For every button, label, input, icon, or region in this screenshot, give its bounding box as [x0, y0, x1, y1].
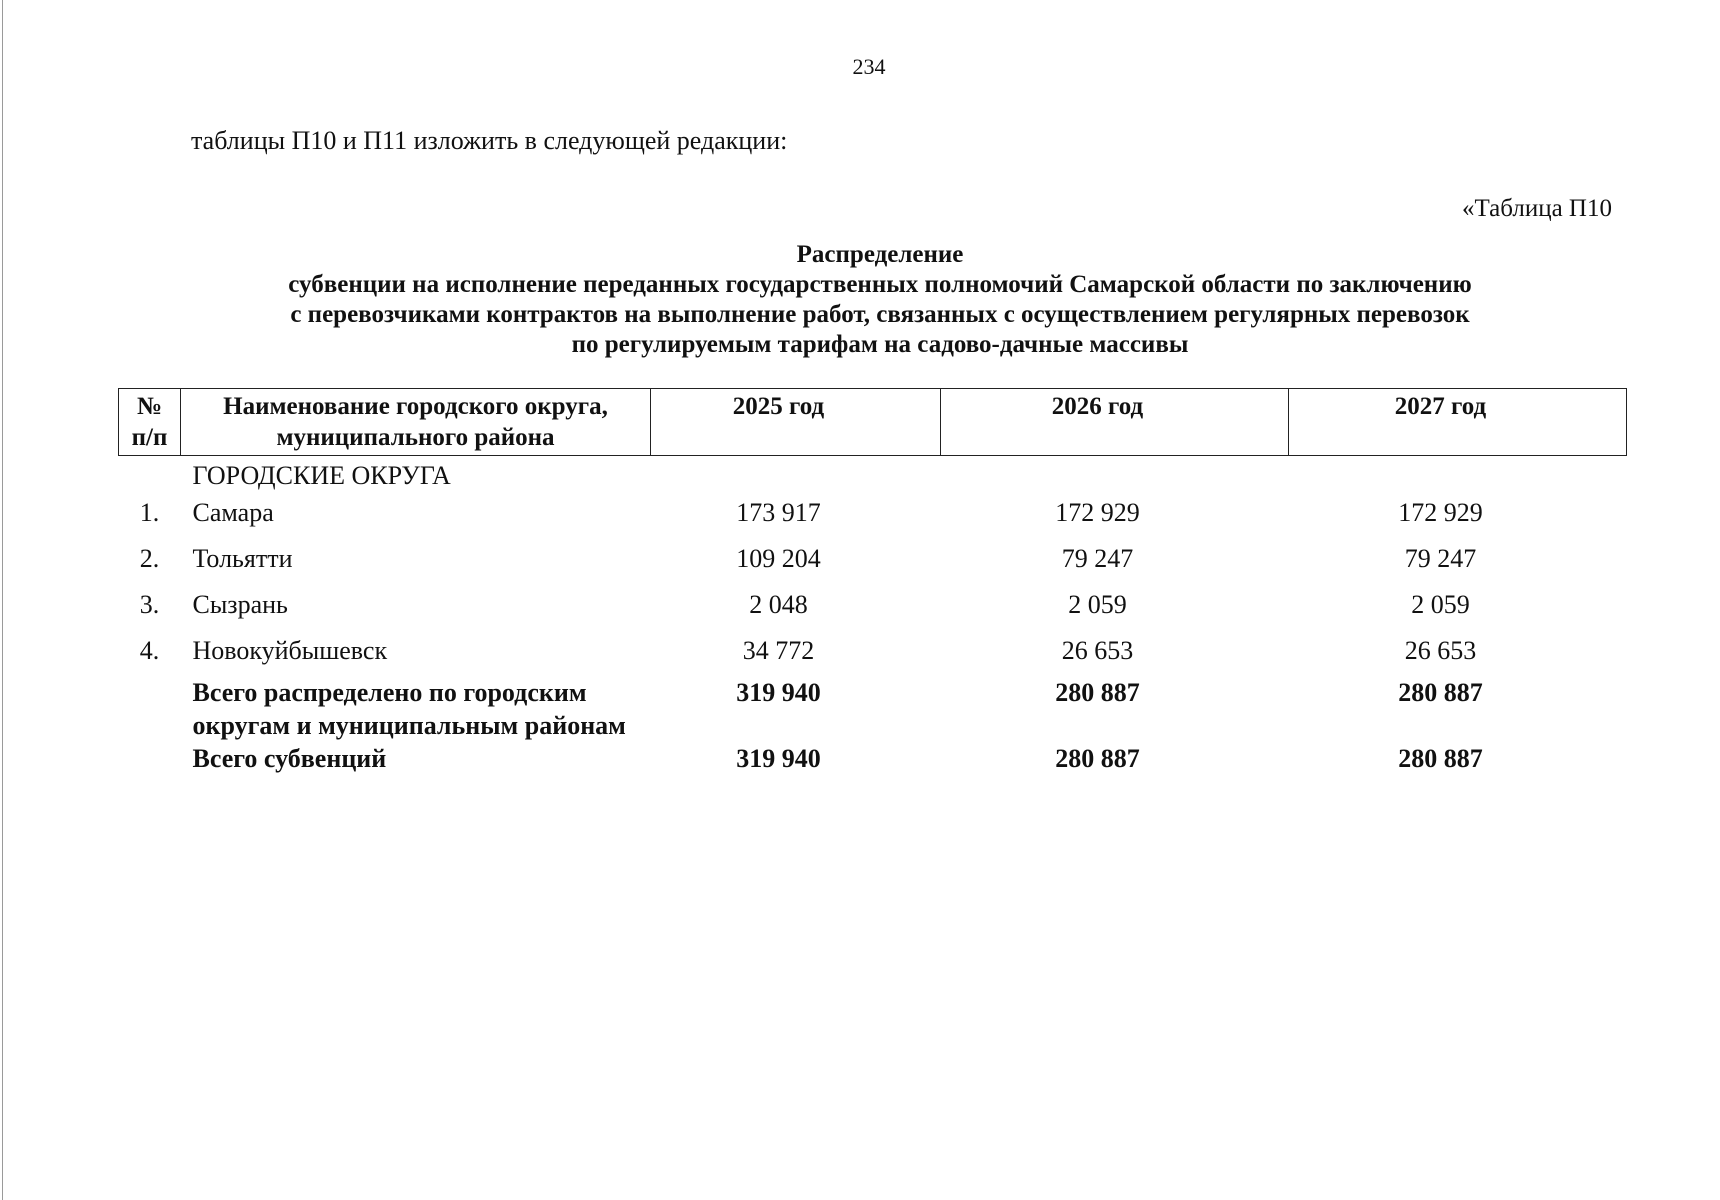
- page-edge-line: [2, 0, 3, 1200]
- row-value-2026: 79 247: [1061, 544, 1134, 573]
- header-2027: 2027 год: [1289, 389, 1627, 456]
- total-value-2025: 319 940: [736, 744, 821, 773]
- total-value-2027: 280 887: [1398, 744, 1483, 773]
- header-name: Наименование городского округа, муниципального района: [181, 389, 651, 456]
- header-2025: 2025 год: [651, 389, 941, 456]
- table-row: [119, 584, 1627, 630]
- header-2026: 2026 год: [941, 389, 1289, 456]
- subtotal-num-cell: [119, 676, 181, 742]
- title-line-1: Распределение: [796, 241, 964, 268]
- row-num: 4.: [139, 636, 160, 665]
- row-value-2025: 173 917: [736, 498, 821, 527]
- table-label: «Таблица П10: [1462, 195, 1612, 222]
- header-num: № п/п: [119, 389, 181, 456]
- subtotal-value-2026: 280 887: [1055, 678, 1140, 707]
- total-name: Всего субвенций: [192, 744, 387, 773]
- row-value-2026: 172 929: [1055, 498, 1140, 527]
- intro-text: таблицы П10 и П11 изложить в следующей редакции:: [191, 126, 788, 155]
- row-value-2025: 2 048: [749, 590, 808, 619]
- table-row: [119, 630, 1627, 676]
- group-num-cell: [119, 456, 181, 493]
- row-value-2025: 109 204: [736, 544, 821, 573]
- table-header-row: [119, 389, 1627, 456]
- row-value-2027: 26 653: [1404, 636, 1477, 665]
- title-line-4: по регулируемым тарифам на садово-дачные массивы: [571, 331, 1189, 358]
- title-line-3: с перевозчиками контрактов на выполнение работ, связанных с осуществлением регулярных перевозок: [290, 301, 1470, 328]
- distribution-table: [118, 388, 1627, 775]
- total-value-2026: 280 887: [1055, 744, 1140, 773]
- page-number: 234: [852, 54, 886, 79]
- subtotal-row: [119, 676, 1627, 742]
- row-value-2027: 79 247: [1404, 544, 1477, 573]
- total-row: [119, 742, 1627, 775]
- title-line-2: субвенции на исполнение переданных государственных полномочий Самарской области по заключению: [288, 271, 1472, 298]
- row-value-2027: 2 059: [1411, 590, 1470, 619]
- subtotal-value-2027: 280 887: [1398, 678, 1483, 707]
- row-name: Самара: [192, 498, 274, 527]
- row-value-2026: 26 653: [1061, 636, 1134, 665]
- table-title: [170, 240, 1590, 360]
- row-num: 3.: [139, 590, 160, 619]
- row-value-2025: 34 772: [742, 636, 815, 665]
- row-name: Новокуйбышевск: [192, 636, 388, 665]
- group-row: [119, 456, 1627, 493]
- row-name: Тольятти: [192, 544, 293, 573]
- subtotal-name: Всего распределено по городским округам и муниципальным районам: [192, 678, 626, 740]
- row-name: Сызрань: [192, 590, 288, 619]
- table-row: [119, 538, 1627, 584]
- row-value-2027: 172 929: [1398, 498, 1483, 527]
- row-value-2026: 2 059: [1068, 590, 1127, 619]
- row-num: 1.: [139, 498, 160, 527]
- total-num-cell: [119, 742, 181, 775]
- subtotal-value-2025: 319 940: [736, 678, 821, 707]
- table-row: [119, 492, 1627, 538]
- group-label: ГОРОДСКИЕ ОКРУГА: [192, 461, 451, 490]
- row-num: 2.: [139, 544, 160, 573]
